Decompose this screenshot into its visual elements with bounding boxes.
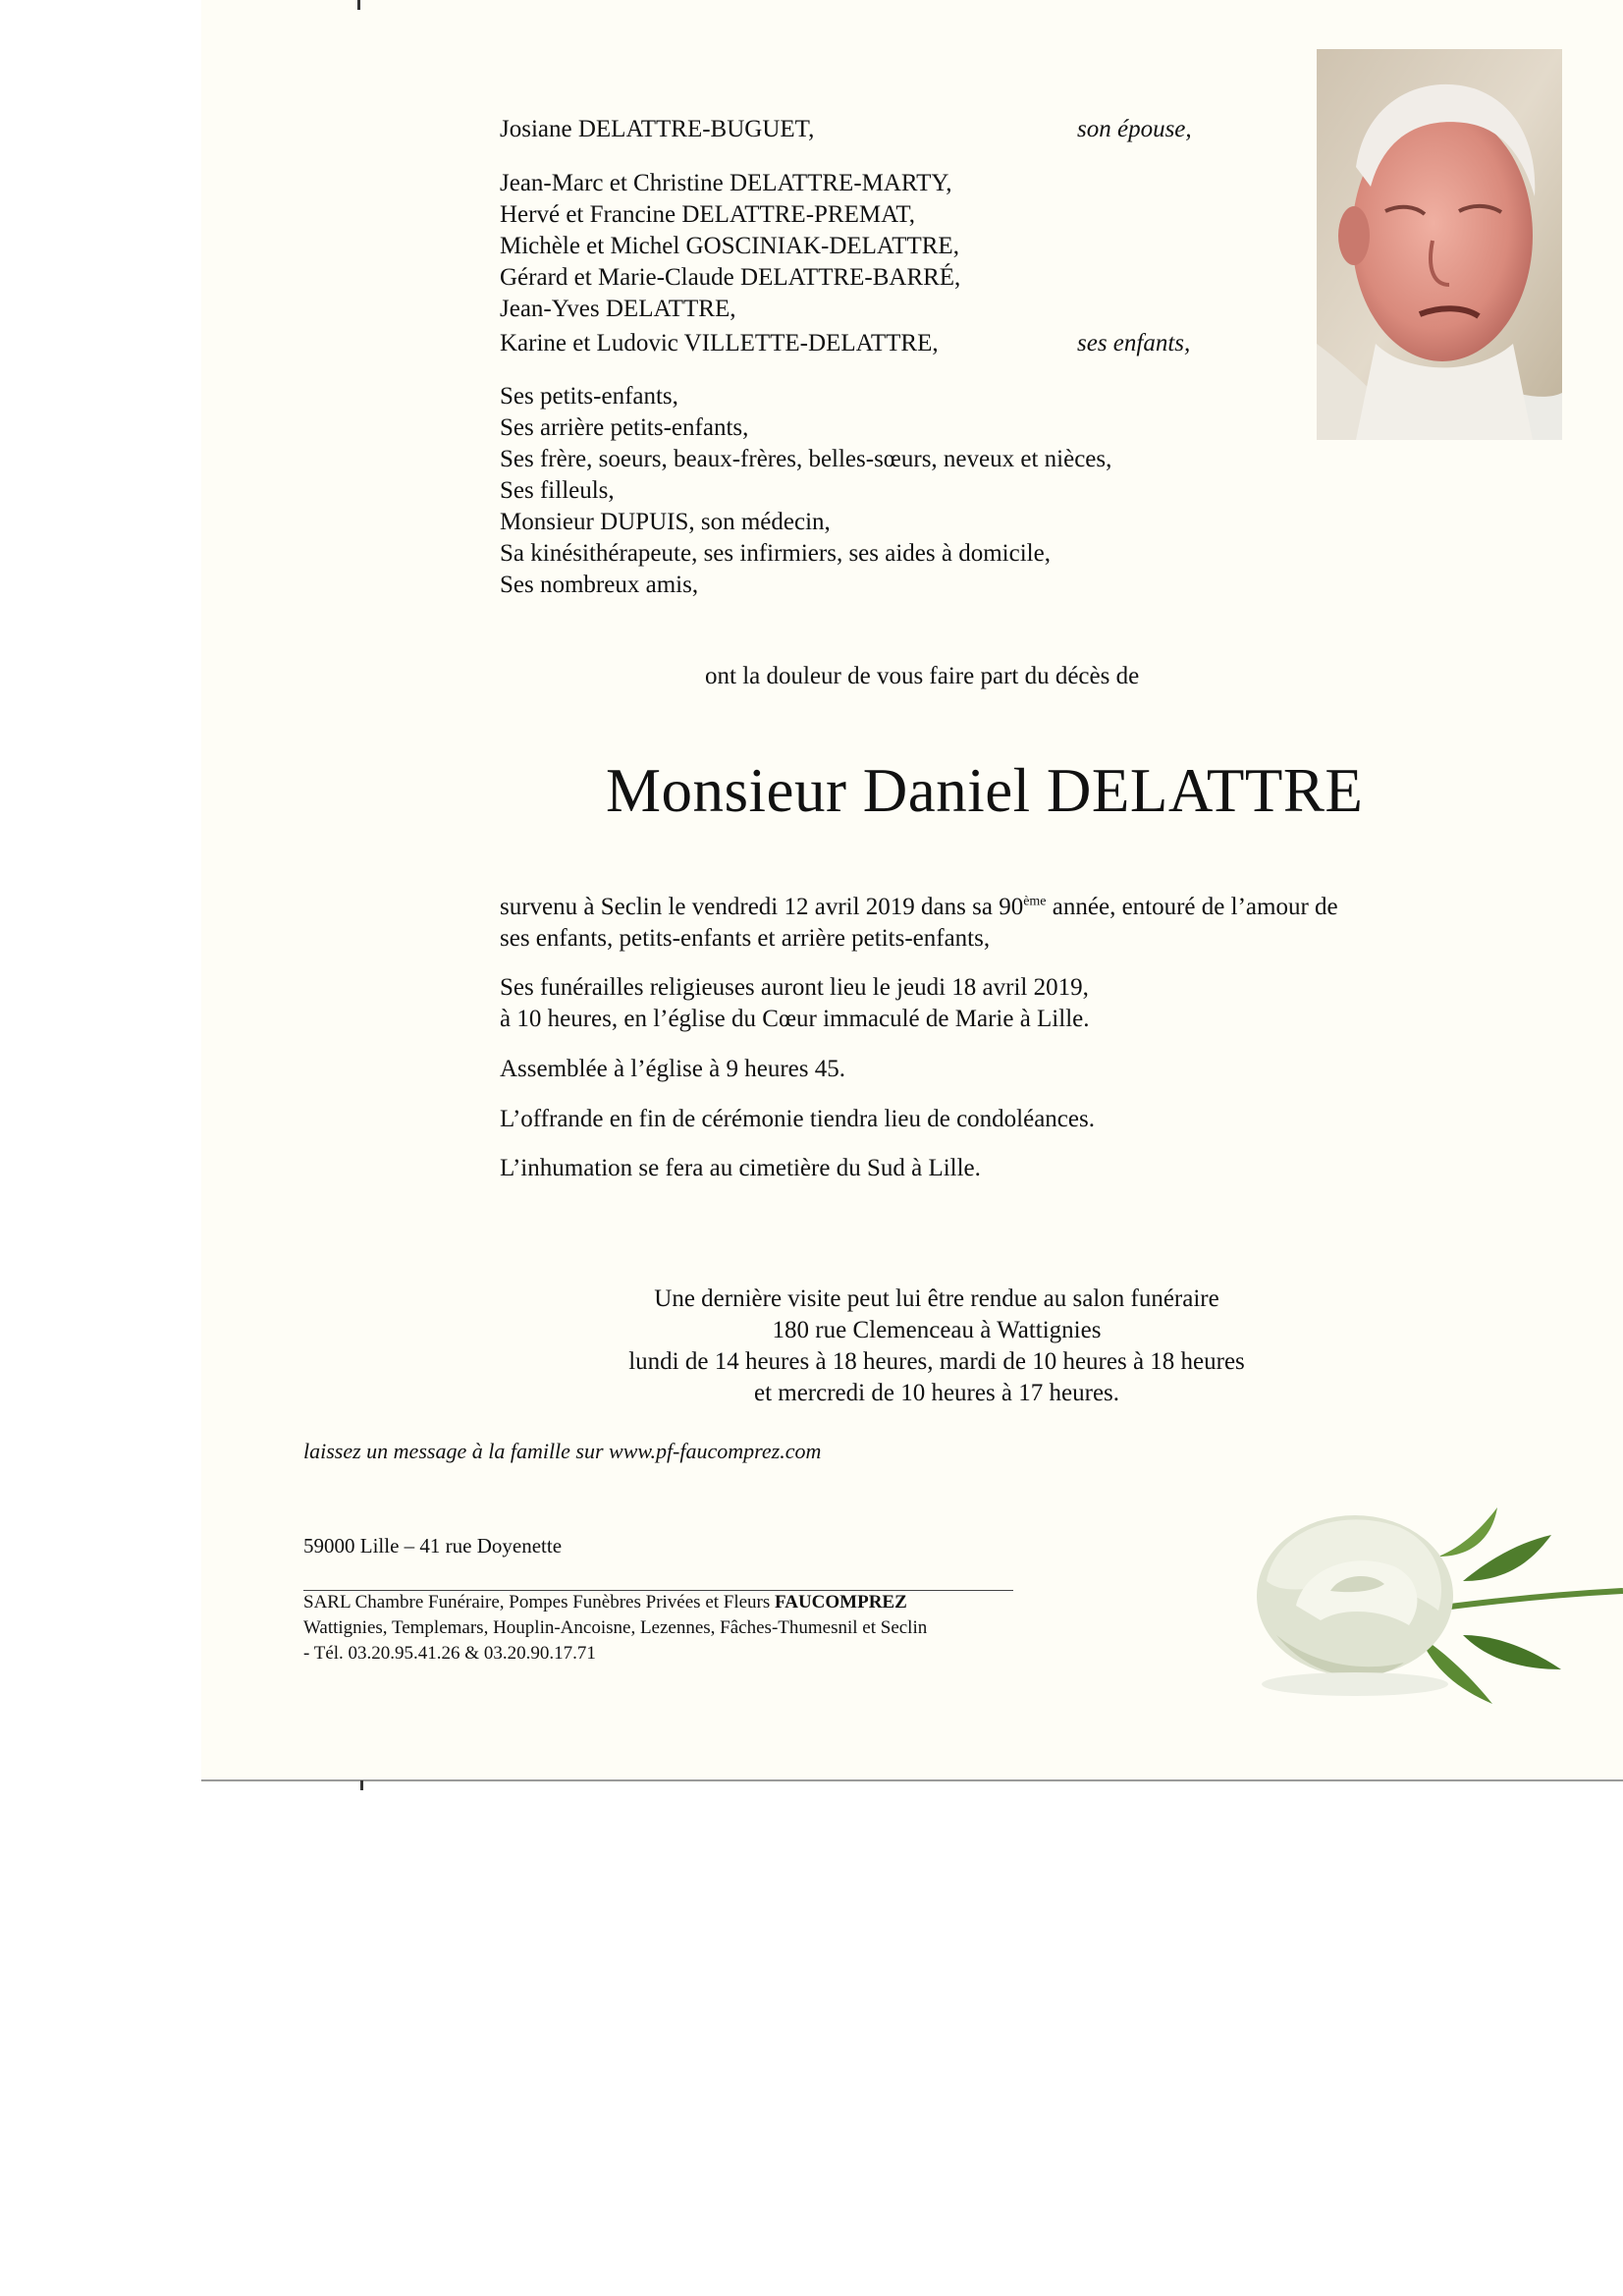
ordinal-superscript: ème — [1023, 894, 1047, 909]
relative-line: Sa kinésithérapeute, ses infirmiers, ses aides à domicile, — [500, 540, 1051, 567]
relative-line: Monsieur DUPUIS, son médecin, — [500, 509, 831, 535]
death-details-text: survenu à Seclin le vendredi 12 avril 2019 dans sa 90 — [500, 894, 1024, 920]
spouse-role: son épouse, — [1077, 116, 1192, 142]
company-description: SARL Chambre Funéraire, Pompes Funèbres Privées et Fleurs — [303, 1592, 776, 1613]
funeral-line: à 10 heures, en l’église du Cœur immaculé de Marie à Lille. — [500, 1006, 1090, 1032]
child-line: Karine et Ludovic VILLETTE-DELATTRE, — [500, 330, 939, 356]
portrait-photo — [1317, 49, 1562, 440]
online-message-link[interactable]: laissez un message à la famille sur www.pf-faucomprez.com — [303, 1439, 822, 1463]
relative-line: Ses arrière petits-enfants, — [500, 414, 749, 441]
visit-line: lundi de 14 heures à 18 heures, mardi de 10 heures à 18 heures — [628, 1348, 1245, 1375]
child-line: Jean-Marc et Christine DELATTRE-MARTY, — [500, 170, 952, 196]
scan-mark — [357, 0, 360, 10]
relative-line: Ses filleuls, — [500, 477, 615, 504]
child-line: Hervé et Francine DELATTRE-PREMAT, — [500, 201, 916, 228]
company-phones: - Tél. 03.20.95.41.26 & 03.20.90.17.71 — [303, 1643, 596, 1664]
relative-line: Ses petits-enfants, — [500, 383, 678, 410]
burial-line: L’inhumation se fera au cimetière du Sud à Lille. — [500, 1155, 981, 1181]
address-line: 59000 Lille – 41 rue Doyenette — [303, 1534, 563, 1558]
funeral-line: Ses funérailles religieuses auront lieu le jeudi 18 avril 2019, — [500, 974, 1089, 1001]
death-details-text: année, entouré de l’amour de — [1046, 894, 1338, 920]
company-locations: Wattignies, Templemars, Houplin-Ancoisne, Lezennes, Fâches-Thumesnil et Seclin — [303, 1617, 928, 1638]
relative-line: Ses frère, soeurs, beaux-frères, belles-sœurs, neveux et nièces, — [500, 446, 1112, 472]
death-details-line — [500, 892, 1338, 923]
offering-line: L’offrande en fin de cérémonie tiendra lieu de condoléances. — [500, 1106, 1095, 1132]
visit-line: 180 rue Clemenceau à Wattignies — [772, 1317, 1102, 1343]
child-line: Gérard et Marie-Claude DELATTRE-BARRÉ, — [500, 264, 961, 291]
company-line — [303, 1590, 907, 1615]
company-name: FAUCOMPREZ — [775, 1592, 907, 1613]
announcement-line: ont la douleur de vous faire part du décès de — [705, 663, 1140, 689]
children-role: ses enfants, — [1077, 330, 1191, 356]
deceased-name: Monsieur Daniel DELATTRE — [606, 756, 1364, 825]
assembly-line: Assemblée à l’église à 9 heures 45. — [500, 1056, 845, 1082]
sheet-bottom-edge — [201, 1779, 1623, 1781]
relative-line: Ses nombreux amis, — [500, 572, 699, 598]
spouse-name: Josiane DELATTRE-BUGUET, — [500, 116, 815, 142]
visit-line: et mercredi de 10 heures à 17 heures. — [753, 1380, 1120, 1406]
white-rose-illustration — [1237, 1488, 1623, 1714]
scan-mark — [360, 1780, 363, 1790]
child-line: Jean-Yves DELATTRE, — [500, 296, 736, 322]
child-line: Michèle et Michel GOSCINIAK-DELATTRE, — [500, 233, 959, 259]
visit-line: Une dernière visite peut lui être rendue au salon funéraire — [654, 1285, 1219, 1312]
death-details-line-2: ses enfants, petits-enfants et arrière petits-enfants, — [500, 925, 991, 952]
